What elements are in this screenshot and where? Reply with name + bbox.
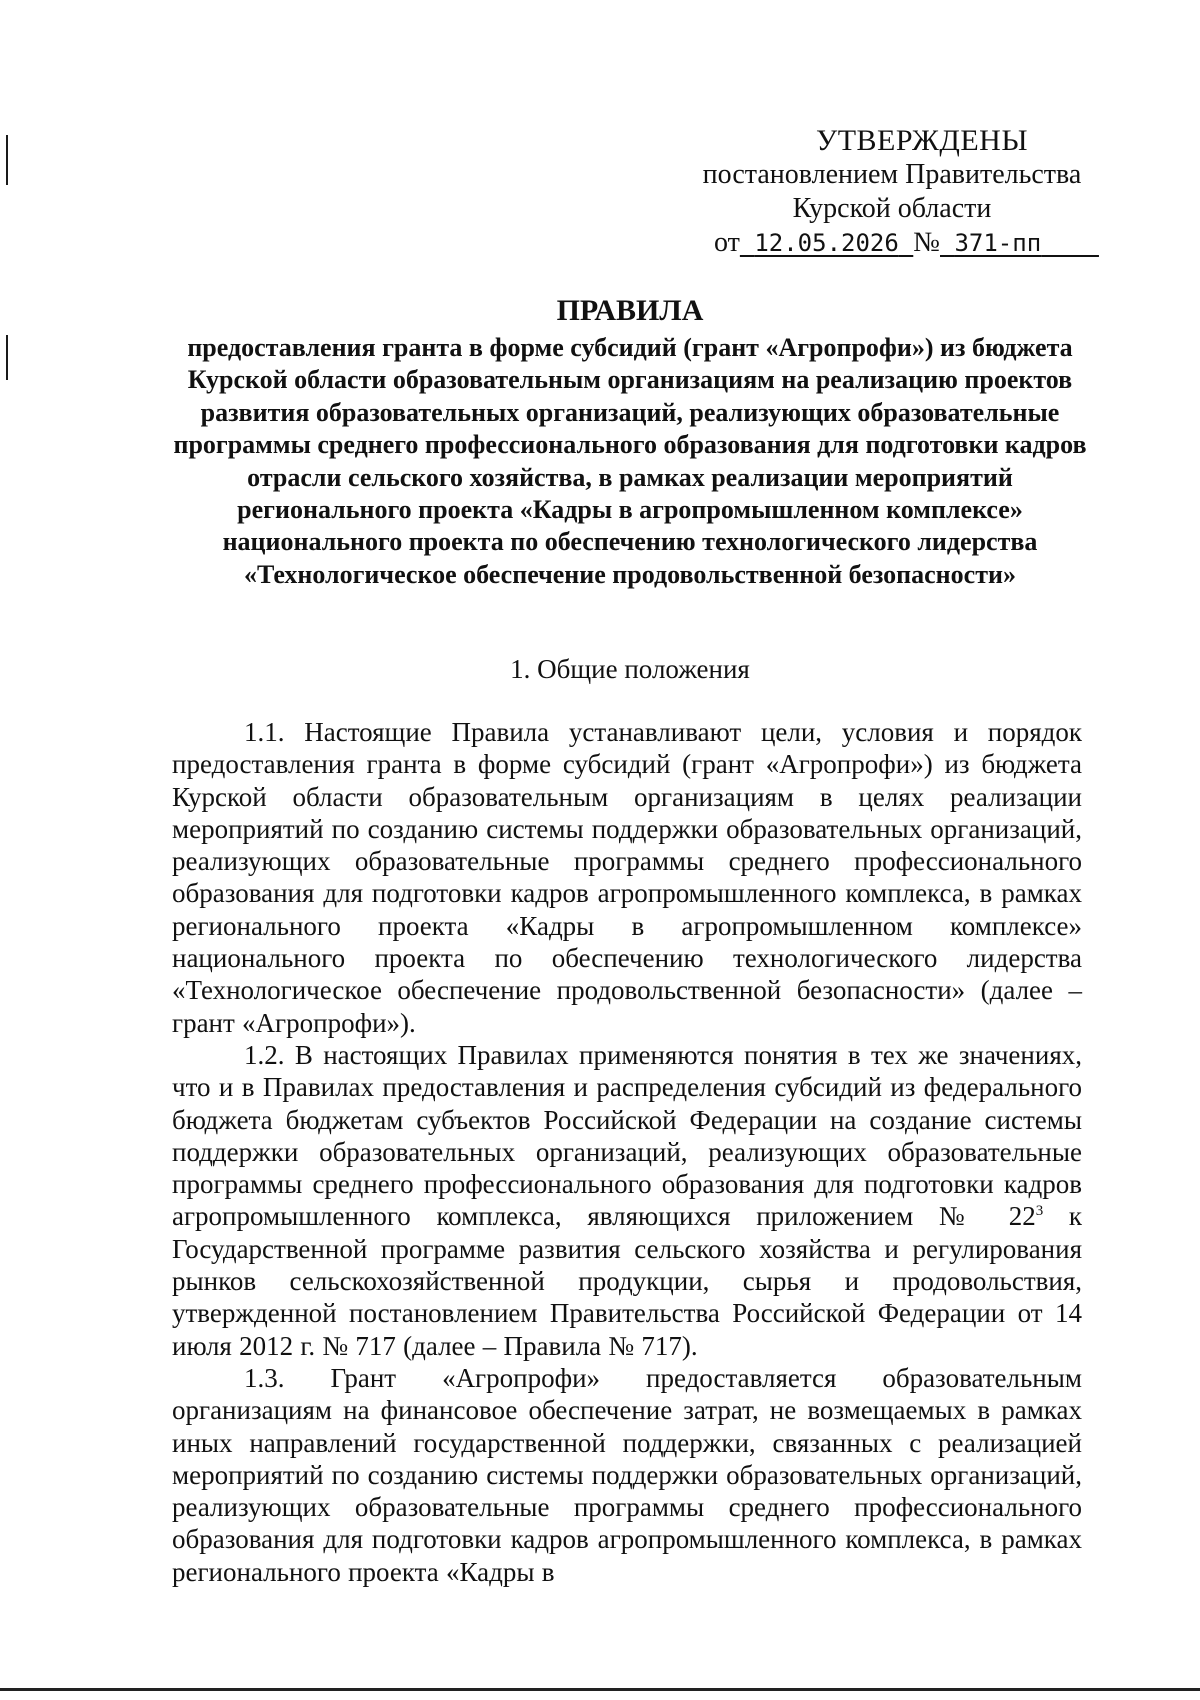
bottom-scan-edge: [0, 1688, 1200, 1691]
number-prefix: №: [913, 227, 940, 258]
title-block: [170, 292, 1090, 591]
document-subtitle: предоставления гранта в форме субсидий (грант «Агропрофи») из бюджета Курской области образовательным организациям на реализацию проектов развития образовательных организаций, реализующих образовательные программы среднего профессионального образования для подготовки кадров отрасли сельского хозяйства, в рамках реализации мероприятий регионального проекта «Кадры в агропромышленном комплексе» национального проекта по обеспечению технологического лидерства «Технологическое обеспечение продовольственной безопасности»: [173, 333, 1087, 589]
approval-line-region: Курской области: [792, 193, 992, 224]
scan-mark-middle: [6, 335, 8, 380]
superscript: 3: [1035, 1203, 1044, 1220]
approval-line-decree: постановлением Правительства: [702, 159, 1082, 190]
document-body: [172, 716, 1082, 1588]
decree-date: 12.05.2026: [754, 229, 899, 257]
approved-heading: УТВЕРЖДЕНЫ: [815, 124, 1029, 157]
approval-line-date-number: [714, 226, 1102, 260]
decree-number: 371-пп: [954, 229, 1042, 257]
approval-block: [682, 124, 1102, 260]
paragraph-1-1: 1.1. Настоящие Правила устанавливают цели, условия и порядок предоставления гранта в форме субсидий (грант «Агропрофи») из бюджета Курской области образовательным организациям в целях реализации мероприятий по созданию системы поддержки образовательных организаций, реализующих образовательные программы среднего профессионального образования для подготовки кадров агропромышленного комплекса, в рамках регионального проекта «Кадры в агропромышленном комплексе» национального проекта по обеспечению технологического лидерства «Технологическое обеспечение продовольственной безопасности» (далее – грант «Агропрофи»).: [172, 717, 1082, 1038]
paragraph-1-3: 1.3. Грант «Агропрофи» предоставляется образовательным организациям на финансовое обеспечение затрат, не возмещаемых в рамках иных направлений государственной поддержки, связанных с реализацией мероприятий по созданию системы поддержки образовательных организаций, реализующих образовательные программы среднего профессионального образования для подготовки кадров агропромышленного комплекса, в рамках регионального проекта «Кадры в: [172, 1362, 1082, 1587]
scan-mark-top: [6, 135, 8, 185]
paragraph-1-2: 1.2. В настоящих Правилах применяются понятия в тех же значениях, что и в Правилах предоставления и распределения субсидий из федерального бюджета бюджетам субъектов Российской Федерации на создание системы поддержки образовательных организаций, реализующих образовательные программы среднего профессионального образования для подготовки кадров агропромышленного комплекса, являющихся приложением № $22^3$ к Государственной программе развития сельского хозяйства и регулирования рынков сельскохозяйственной продукции, сырья и продовольствия, утвержденной постановлением Правительства Российской Федерации от 14 июля 2012 г. № 717 (далее – Правила № 717).: [172, 1039, 1083, 1361]
document-title: ПРАВИЛА: [556, 294, 704, 327]
section-heading: 1. Общие положения: [510, 654, 750, 684]
date-prefix: от: [714, 227, 740, 258]
